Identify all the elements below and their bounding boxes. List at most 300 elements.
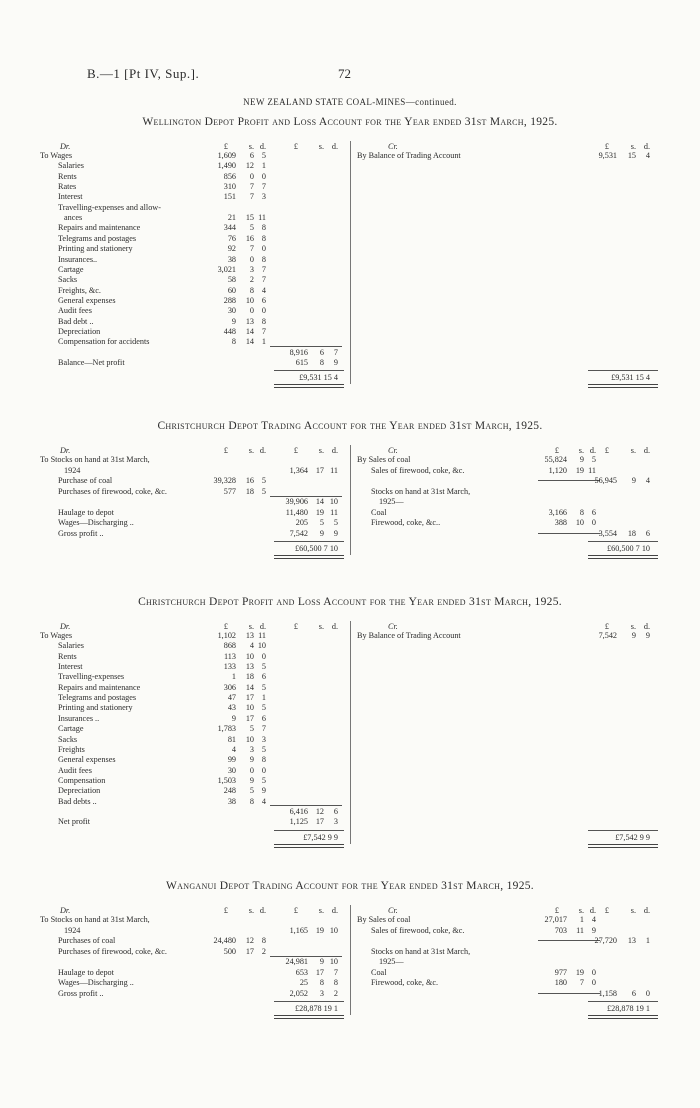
debit-row-label: Travelling-expenses and allow-: [58, 202, 161, 212]
credit-total-pence: 9: [645, 631, 650, 640]
debit-row-label: Audit fees: [58, 765, 92, 775]
debit-amount-pounds: 248: [223, 786, 236, 796]
debit-grand-total: £9,531 15 4: [299, 373, 338, 383]
column-heading: £: [604, 906, 609, 915]
debit-total-pence: 10: [329, 957, 338, 966]
debit-row-label: Insurances..: [58, 254, 98, 264]
debit-row-label: Purchases of firewood, coke, &c.: [58, 486, 167, 496]
debit-row-label: Interest: [58, 192, 83, 202]
column-heading: s.: [318, 906, 324, 915]
debit-amount-pence: 7: [261, 182, 266, 192]
column-heading: s.: [630, 622, 636, 631]
debit-amount-shillings: 14: [245, 326, 254, 336]
debit-amount-pounds: 99: [227, 755, 236, 765]
debit-total-pounds: 2,052: [289, 988, 308, 998]
column-heading: s.: [578, 446, 584, 455]
credit-amount-pounds: 27,017: [544, 915, 567, 924]
debit-row-label: Insurances ..: [58, 713, 100, 723]
debit-amount-pounds: 4: [231, 744, 236, 754]
debit-row-label: Depreciation: [58, 786, 101, 796]
debit-amount-shillings: 9: [249, 755, 254, 765]
debit-amount-pence: 8: [261, 316, 266, 326]
debit-total-shillings: 19: [315, 925, 324, 935]
debit-amount-shillings: 7: [249, 192, 254, 202]
credit-amount-shillings: 7: [579, 978, 584, 987]
debit-total-shillings: 9: [319, 957, 324, 966]
debit-total-pence: 7: [333, 347, 338, 357]
debit-amount-shillings: 13: [245, 631, 254, 640]
double-rule: [274, 384, 344, 388]
debit-amount-pence: 0: [261, 651, 266, 661]
debit-amount-pence: 4: [261, 285, 266, 295]
column-heading: d.: [589, 906, 596, 915]
column-heading: £: [293, 906, 298, 915]
debit-amount-shillings: 10: [245, 734, 254, 744]
credit-grand-total: £9,531 15 4: [611, 373, 650, 383]
debit-total-shillings: 5: [319, 518, 324, 527]
debit-amount-shillings: 10: [245, 651, 254, 661]
column-divider: [350, 621, 351, 844]
column-heading: d.: [331, 446, 338, 455]
credit-row-label: Coal: [371, 967, 387, 977]
debit-amount-shillings: 13: [245, 316, 254, 326]
credit-amount-pence: 4: [591, 915, 596, 924]
debit-row-label: Telegrams and postages: [58, 233, 137, 243]
debit-amount-shillings: 6: [249, 151, 254, 160]
column-heading: d.: [259, 622, 266, 631]
column-heading: £: [223, 622, 228, 631]
debit-amount-shillings: 7: [249, 244, 254, 254]
report-reference: B.—1 [Pt IV, Sup.].: [87, 66, 200, 81]
debit-amount-pence: 9: [261, 786, 266, 796]
debit-row-label: Travelling-expenses: [58, 672, 125, 682]
column-heading: £: [604, 142, 609, 151]
debit-row-label: Printing and stationery: [58, 244, 133, 254]
double-rule: [588, 1015, 658, 1019]
debit-row-label: Bad debt ..: [58, 316, 94, 326]
debit-amount-pence: 8: [261, 755, 266, 765]
debit-amount-pence: 5: [261, 151, 266, 160]
debit-amount-pounds: 1,102: [217, 631, 236, 640]
debit-amount-pence: 0: [261, 765, 266, 775]
debit-amount-pence: 5: [261, 703, 266, 713]
report-title: NEW ZEALAND STATE COAL-MINES—continued.: [243, 97, 457, 107]
credit-row-label: Firewood, coke, &c..: [371, 518, 441, 527]
debit-amount-pence: 7: [261, 326, 266, 336]
credit-amount-pence: 0: [591, 967, 596, 977]
debit-amount-shillings: 9: [249, 775, 254, 785]
debit-amount-pounds: 856: [223, 171, 236, 181]
debit-total-pounds: 6,416: [289, 806, 308, 816]
debit-amount-pounds: 92: [227, 244, 236, 254]
credit-amount-shillings: 1: [579, 915, 584, 924]
debit-total-pence: 5: [333, 518, 338, 527]
debit-total-pounds: 1,125: [289, 817, 308, 827]
debit-total-shillings: 8: [319, 978, 324, 987]
debit-row-label: Purchases of firewood, coke, &c.: [58, 946, 167, 956]
column-heading: £: [223, 142, 228, 151]
debit-total-pence: 9: [333, 528, 338, 538]
debit-total-pounds: 653: [295, 967, 308, 977]
debit-row-label: Sacks: [58, 734, 78, 744]
debit-amount-shillings: 0: [249, 765, 254, 775]
debit-total-shillings: 17: [315, 465, 324, 475]
credit-amount-pounds: 977: [554, 967, 567, 977]
credit-total-shillings: 9: [631, 476, 636, 485]
total-rule: [274, 830, 344, 831]
credit-heading: Cr.: [388, 622, 398, 631]
credit-row-label: By Balance of Trading Account: [357, 151, 461, 160]
credit-row-label: Sales of firewood, coke, &c.: [371, 925, 465, 935]
debit-amount-pounds: 500: [223, 946, 236, 956]
debit-total-pence: 11: [330, 465, 338, 475]
debit-amount-shillings: 18: [245, 672, 254, 682]
account-title: Christchurch Depot Profit and Loss Account for the Year ended 31st March, 1925.: [138, 596, 562, 608]
debit-amount-pounds: 3,021: [217, 264, 236, 274]
debit-amount-pounds: 81: [227, 734, 236, 744]
debit-amount-pence: 1: [261, 161, 266, 171]
debit-total-pounds: 1,364: [289, 465, 308, 475]
debit-amount-pounds: 310: [223, 182, 236, 192]
debit-amount-pence: 8: [261, 254, 266, 264]
column-divider: [350, 141, 351, 384]
debit-row-label: Repairs and maintenance: [58, 682, 141, 692]
double-rule: [274, 1015, 344, 1019]
debit-row-label: Freights, &c.: [58, 285, 101, 295]
column-divider: [350, 905, 351, 1015]
subtotal-rule: [538, 533, 600, 534]
column-heading: £: [604, 622, 609, 631]
debit-amount-pounds: 1: [231, 672, 236, 682]
credit-amount-pounds: 3,166: [548, 507, 567, 517]
debit-amount-pence: 1: [261, 693, 266, 703]
column-heading: s.: [318, 142, 324, 151]
debit-amount-shillings: 13: [245, 662, 254, 672]
debit-amount-pence: 4: [261, 796, 266, 806]
credit-amount-shillings: 10: [575, 518, 584, 527]
debit-amount-pence: 5: [261, 662, 266, 672]
credit-grand-total: £28,878 19 1: [607, 1004, 650, 1013]
debit-total-pounds: 7,542: [289, 528, 308, 538]
debit-total-pounds: 11,480: [285, 507, 308, 517]
subtotal-rule: [538, 993, 600, 994]
debit-amount-pence: 0: [261, 171, 266, 181]
double-rule: [588, 384, 658, 388]
subtotal-rule: [538, 940, 600, 941]
debit-total-pence: 7: [333, 967, 338, 977]
debit-amount-pence: 1: [261, 337, 266, 347]
debit-amount-shillings: 17: [245, 693, 254, 703]
debit-amount-pounds: 868: [223, 641, 236, 651]
debit-amount-shillings: 0: [249, 171, 254, 181]
account-title: Wanganui Depot Trading Account for the Year ended 31st March, 1925.: [166, 880, 534, 892]
debit-total-pounds: 8,916: [289, 347, 308, 357]
debit-amount-pounds: 38: [227, 254, 236, 264]
credit-row-label: 1925—: [379, 497, 404, 506]
debit-row-label: 1924: [64, 925, 81, 935]
debit-amount-pounds: 39,328: [213, 476, 236, 485]
debit-row-label: Rents: [58, 651, 77, 661]
credit-total-shillings: 13: [627, 936, 636, 945]
credit-row-label: By Sales of coal: [357, 915, 411, 924]
credit-amount-pence: 5: [591, 455, 596, 464]
debit-amount-pence: 5: [261, 476, 266, 485]
debit-total-shillings: 8: [319, 358, 324, 367]
credit-row-label: 1925—: [379, 957, 404, 966]
credit-total-pence: 6: [645, 528, 650, 538]
credit-amount-pence: 6: [591, 507, 596, 517]
column-heading: £: [293, 142, 298, 151]
debit-amount-pounds: 288: [223, 295, 236, 305]
credit-amount-shillings: 11: [576, 925, 584, 935]
column-heading: £: [293, 446, 298, 455]
total-rule: [274, 370, 344, 371]
debit-amount-pence: 6: [261, 672, 266, 682]
debit-amount-pence: 8: [261, 233, 266, 243]
credit-total-pence: 4: [645, 476, 650, 485]
debit-amount-pence: 8: [261, 936, 266, 945]
debit-grand-total: £7,542 9 9: [303, 832, 338, 842]
debit-amount-pounds: 60: [227, 285, 236, 295]
debit-grand-total: £28,878 19 1: [295, 1004, 338, 1013]
debit-amount-pounds: 151: [223, 192, 236, 202]
debit-amount-shillings: 15: [245, 213, 254, 223]
debit-row-label: Wages—Discharging ..: [58, 518, 134, 527]
debit-amount-shillings: 8: [249, 285, 254, 295]
column-heading: d.: [643, 906, 650, 915]
debit-amount-shillings: 16: [245, 233, 254, 243]
double-rule: [274, 844, 344, 848]
debit-amount-pounds: 24,480: [213, 936, 236, 945]
credit-total-shillings: 18: [627, 528, 636, 538]
debit-amount-shillings: 5: [249, 786, 254, 796]
column-heading: £: [554, 446, 559, 455]
debit-row-label: Balance—Net profit: [58, 358, 125, 367]
debit-amount-pence: 7: [261, 264, 266, 274]
column-heading: s.: [248, 622, 254, 631]
debit-row-label: Cartage: [58, 724, 84, 734]
credit-amount-shillings: 9: [579, 455, 584, 464]
debit-total-shillings: 17: [315, 817, 324, 827]
debit-row-label: Audit fees: [58, 306, 92, 316]
credit-total-shillings: 9: [631, 631, 636, 640]
column-heading: £: [604, 446, 609, 455]
column-heading: s.: [630, 142, 636, 151]
debit-heading: Dr.: [60, 622, 71, 631]
column-heading: d.: [643, 622, 650, 631]
debit-amount-pounds: 9: [231, 713, 236, 723]
debit-row-label: Depreciation: [58, 326, 101, 336]
debit-row-label: ances: [64, 213, 83, 223]
total-rule: [588, 541, 658, 542]
credit-amount-pounds: 55,824: [544, 455, 567, 464]
debit-total-pence: 6: [333, 806, 338, 816]
debit-row-label: Compensation: [58, 775, 106, 785]
debit-amount-pence: 0: [261, 306, 266, 316]
credit-total-shillings: 6: [631, 988, 636, 998]
debit-amount-pounds: 577: [223, 486, 236, 496]
debit-row-label: To Wages: [40, 631, 73, 640]
column-heading: d.: [259, 446, 266, 455]
debit-row-label: Rents: [58, 171, 77, 181]
debit-amount-shillings: 10: [245, 295, 254, 305]
column-heading: d.: [331, 142, 338, 151]
credit-total-pounds: 7,542: [598, 631, 617, 640]
debit-amount-pence: 3: [261, 192, 266, 202]
debit-total-pence: 10: [329, 925, 338, 935]
debit-row-label: Gross profit ..: [58, 988, 104, 998]
credit-total-pence: 0: [645, 988, 650, 998]
column-heading: s.: [318, 622, 324, 631]
credit-amount-pence: 0: [591, 518, 596, 527]
debit-row-label: Freights: [58, 744, 85, 754]
debit-amount-pounds: 38: [227, 796, 236, 806]
debit-amount-shillings: 2: [249, 275, 254, 285]
credit-total-pounds: 1,158: [598, 988, 617, 998]
column-heading: £: [223, 906, 228, 915]
column-heading: s.: [248, 142, 254, 151]
debit-row-label: Haulage to depot: [58, 507, 114, 517]
column-heading: s.: [248, 446, 254, 455]
debit-amount-shillings: 17: [245, 713, 254, 723]
total-rule: [588, 370, 658, 371]
total-rule: [274, 1001, 344, 1002]
account-title: Wellington Depot Profit and Loss Account for the Year ended 31st March, 1925.: [142, 116, 558, 128]
double-rule: [588, 555, 658, 559]
debit-row-label: Repairs and maintenance: [58, 223, 141, 233]
debit-row-label: Interest: [58, 662, 83, 672]
debit-row-label: Telegrams and postages: [58, 693, 137, 703]
total-rule: [588, 830, 658, 831]
debit-amount-pence: 8: [261, 223, 266, 233]
debit-total-shillings: 6: [319, 347, 324, 357]
debit-amount-pence: 11: [258, 631, 266, 640]
debit-row-label: To Wages: [40, 151, 73, 160]
debit-amount-pounds: 113: [224, 651, 236, 661]
debit-amount-pounds: 76: [227, 233, 236, 243]
credit-amount-shillings: 8: [579, 507, 584, 517]
credit-total-pence: 1: [645, 936, 650, 945]
column-divider: [350, 445, 351, 555]
column-heading: s.: [630, 906, 636, 915]
debit-total-shillings: 17: [315, 967, 324, 977]
credit-heading: Cr.: [388, 906, 398, 915]
credit-amount-pence: 11: [588, 465, 596, 475]
debit-amount-pounds: 8: [231, 337, 236, 347]
debit-total-shillings: 14: [315, 497, 324, 506]
debit-row-label: Salaries: [58, 641, 84, 651]
debit-total-pence: 10: [329, 497, 338, 506]
debit-amount-pence: 5: [261, 682, 266, 692]
debit-amount-pence: 2: [261, 946, 266, 956]
total-rule: [274, 541, 344, 542]
debit-amount-pounds: 58: [227, 275, 236, 285]
credit-grand-total: £7,542 9 9: [615, 832, 650, 842]
column-heading: d.: [643, 142, 650, 151]
debit-row-label: Bad debts ..: [58, 796, 97, 806]
debit-total-pounds: 615: [295, 358, 308, 367]
column-heading: s.: [578, 906, 584, 915]
total-rule: [588, 1001, 658, 1002]
subtotal-rule: [538, 480, 600, 481]
debit-amount-pence: 11: [258, 213, 266, 223]
debit-amount-shillings: 17: [245, 946, 254, 956]
credit-amount-pounds: 1,120: [548, 465, 567, 475]
debit-amount-pence: 6: [261, 713, 266, 723]
debit-row-label: To Stocks on hand at 31st March,: [40, 455, 150, 464]
credit-row-label: Stocks on hand at 31st March,: [371, 486, 471, 496]
debit-row-label: Rates: [58, 182, 77, 192]
column-heading: d.: [259, 906, 266, 915]
debit-row-label: Net profit: [58, 817, 91, 827]
debit-total-pounds: 24,981: [285, 957, 308, 966]
credit-grand-total: £60,500 7 10: [607, 544, 650, 553]
debit-amount-pounds: 9: [231, 316, 236, 326]
credit-total-pounds: 27,720: [594, 936, 617, 945]
credit-row-label: Sales of firewood, coke, &c.: [371, 465, 465, 475]
debit-row-label: Purchases of coal: [58, 936, 116, 945]
debit-amount-shillings: 0: [249, 254, 254, 264]
debit-total-shillings: 3: [319, 988, 324, 998]
debit-amount-pence: 7: [261, 275, 266, 285]
debit-amount-shillings: 8: [249, 796, 254, 806]
debit-amount-pounds: 1,609: [217, 151, 236, 160]
column-heading: d.: [643, 446, 650, 455]
debit-amount-pounds: 43: [227, 703, 236, 713]
credit-row-label: Firewood, coke, &c.: [371, 978, 439, 987]
column-heading: £: [554, 906, 559, 915]
debit-row-label: 1924: [64, 465, 81, 475]
credit-amount-pounds: 703: [554, 925, 567, 935]
debit-amount-pounds: 1,783: [217, 724, 236, 734]
credit-amount-pounds: 180: [554, 978, 567, 987]
debit-amount-pence: 5: [261, 775, 266, 785]
column-heading: s.: [318, 446, 324, 455]
column-heading: d.: [331, 622, 338, 631]
debit-row-label: Haulage to depot: [58, 967, 114, 977]
debit-row-label: Compensation for accidents: [58, 337, 150, 347]
debit-amount-shillings: 5: [249, 724, 254, 734]
debit-amount-shillings: 12: [245, 161, 254, 171]
debit-row-label: Sacks: [58, 275, 78, 285]
debit-amount-pounds: 1,503: [217, 775, 236, 785]
credit-amount-pounds: 388: [554, 518, 567, 527]
debit-row-label: Salaries: [58, 161, 84, 171]
credit-total-pounds: 3,554: [598, 528, 617, 538]
credit-row-label: By Balance of Trading Account: [357, 631, 461, 640]
debit-total-pounds: 25: [299, 978, 308, 987]
credit-total-pounds: 9,531: [598, 151, 617, 160]
debit-grand-total: £60,500 7 10: [295, 544, 338, 553]
debit-row-label: General expenses: [58, 295, 116, 305]
debit-amount-pounds: 30: [227, 306, 236, 316]
credit-heading: Cr.: [388, 142, 398, 151]
debit-amount-shillings: 14: [245, 337, 254, 347]
debit-total-shillings: 19: [315, 507, 324, 517]
debit-amount-pence: 0: [261, 244, 266, 254]
debit-amount-pence: 6: [261, 295, 266, 305]
debit-total-pence: 2: [333, 988, 338, 998]
debit-amount-shillings: 3: [249, 264, 254, 274]
debit-row-label: Wages—Discharging ..: [58, 978, 134, 987]
debit-heading: Dr.: [60, 446, 71, 455]
debit-row-label: To Stocks on hand at 31st March,: [40, 915, 150, 924]
debit-row-label: Purchase of coal: [58, 476, 113, 485]
column-heading: s.: [248, 906, 254, 915]
column-heading: £: [293, 622, 298, 631]
credit-amount-pence: 0: [591, 978, 596, 987]
debit-amount-shillings: 5: [249, 223, 254, 233]
